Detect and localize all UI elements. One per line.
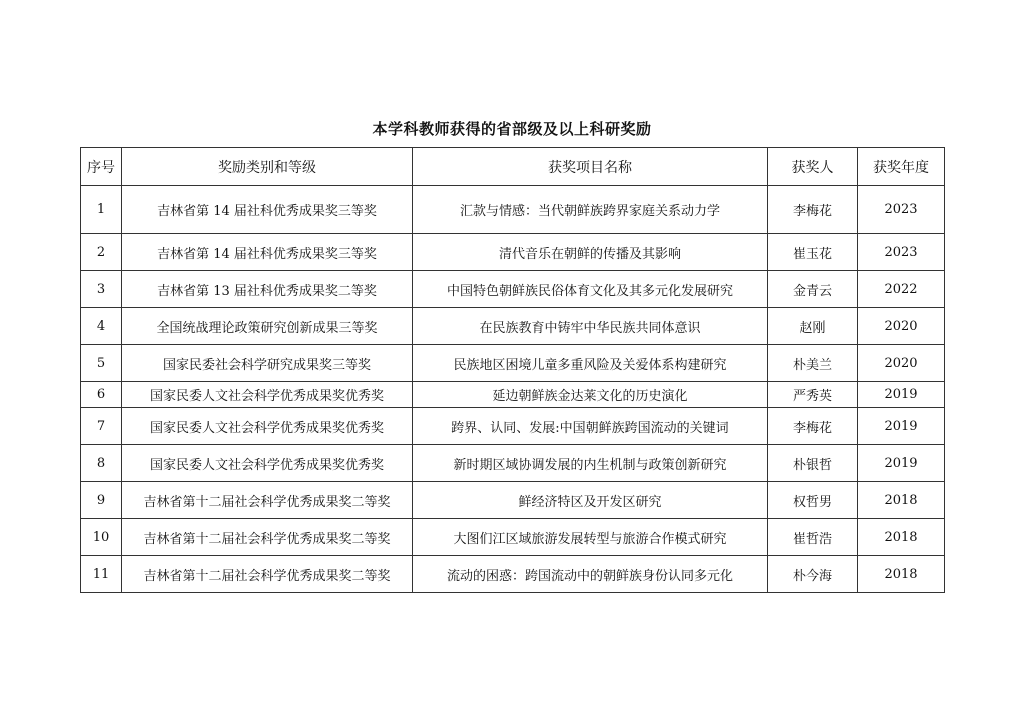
cell-award-year: 2019	[858, 408, 945, 445]
cell-award-year: 2018	[858, 519, 945, 556]
table-row	[81, 519, 945, 556]
table-row	[81, 345, 945, 382]
cell-serial-number: 4	[81, 308, 122, 345]
cell-serial-number: 11	[81, 556, 122, 593]
cell-serial-number: 9	[81, 482, 122, 519]
cell-award-category: 国家民委社会科学研究成果奖三等奖	[122, 345, 413, 382]
cell-winner: 朴今海	[768, 556, 858, 593]
cell-winner: 严秀英	[768, 382, 858, 408]
cell-winner: 李梅花	[768, 186, 858, 234]
cell-award-category: 国家民委人文社会科学优秀成果奖优秀奖	[122, 408, 413, 445]
table-row	[81, 382, 945, 408]
cell-award-category: 全国统战理论政策研究创新成果三等奖	[122, 308, 413, 345]
cell-award-year: 2020	[858, 345, 945, 382]
cell-winner: 崔玉花	[768, 234, 858, 271]
table-row	[81, 234, 945, 271]
cell-award-year: 2023	[858, 186, 945, 234]
cell-project-name: 大图们江区域旅游发展转型与旅游合作模式研究	[413, 519, 768, 556]
cell-winner: 权哲男	[768, 482, 858, 519]
cell-award-year: 2022	[858, 271, 945, 308]
table-row	[81, 556, 945, 593]
cell-award-category: 吉林省第 13 届社科优秀成果奖二等奖	[122, 271, 413, 308]
header-award-category: 奖励类别和等级	[122, 148, 413, 186]
cell-award-category: 吉林省第 14 届社科优秀成果奖三等奖	[122, 234, 413, 271]
document-title: 本学科教师获得的省部级及以上科研奖励	[372, 120, 652, 138]
cell-serial-number: 6	[81, 382, 122, 408]
cell-project-name: 清代音乐在朝鲜的传播及其影响	[413, 234, 768, 271]
table-row	[81, 186, 945, 234]
cell-award-category: 吉林省第 14 届社科优秀成果奖三等奖	[122, 186, 413, 234]
cell-winner: 赵刚	[768, 308, 858, 345]
cell-project-name: 在民族教育中铸牢中华民族共同体意识	[413, 308, 768, 345]
cell-serial-number: 8	[81, 445, 122, 482]
header-project-name: 获奖项目名称	[413, 148, 768, 186]
table-row	[81, 445, 945, 482]
cell-project-name: 民族地区困境儿童多重风险及关爱体系构建研究	[413, 345, 768, 382]
cell-serial-number: 7	[81, 408, 122, 445]
cell-project-name: 中国特色朝鲜族民俗体育文化及其多元化发展研究	[413, 271, 768, 308]
cell-award-category: 国家民委人文社会科学优秀成果奖优秀奖	[122, 382, 413, 408]
header-winner: 获奖人	[768, 148, 858, 186]
cell-project-name: 鲜经济特区及开发区研究	[413, 482, 768, 519]
cell-winner: 李梅花	[768, 408, 858, 445]
cell-award-year: 2018	[858, 556, 945, 593]
header-award-year: 获奖年度	[858, 148, 945, 186]
cell-award-category: 吉林省第十二届社会科学优秀成果奖二等奖	[122, 556, 413, 593]
table-row	[81, 482, 945, 519]
cell-winner: 朴银哲	[768, 445, 858, 482]
cell-award-year: 2023	[858, 234, 945, 271]
cell-serial-number: 5	[81, 345, 122, 382]
awards-table	[80, 147, 945, 593]
cell-winner: 崔哲浩	[768, 519, 858, 556]
cell-serial-number: 3	[81, 271, 122, 308]
cell-serial-number: 1	[81, 186, 122, 234]
cell-project-name: 汇款与情感：当代朝鲜族跨界家庭关系动力学	[413, 186, 768, 234]
header-serial-number: 序号	[81, 148, 122, 186]
cell-award-year: 2018	[858, 482, 945, 519]
cell-award-category: 吉林省第十二届社会科学优秀成果奖二等奖	[122, 482, 413, 519]
table-row	[81, 408, 945, 445]
cell-project-name: 流动的困惑：跨国流动中的朝鲜族身份认同多元化	[413, 556, 768, 593]
table-header-row	[81, 148, 945, 186]
cell-winner: 金青云	[768, 271, 858, 308]
cell-project-name: 跨界、认同、发展:中国朝鲜族跨国流动的关键词	[413, 408, 768, 445]
cell-award-category: 国家民委人文社会科学优秀成果奖优秀奖	[122, 445, 413, 482]
cell-award-category: 吉林省第十二届社会科学优秀成果奖二等奖	[122, 519, 413, 556]
table-row	[81, 308, 945, 345]
cell-award-year: 2020	[858, 308, 945, 345]
cell-project-name: 新时期区域协调发展的内生机制与政策创新研究	[413, 445, 768, 482]
table-row	[81, 271, 945, 308]
cell-award-year: 2019	[858, 382, 945, 408]
cell-serial-number: 2	[81, 234, 122, 271]
cell-award-year: 2019	[858, 445, 945, 482]
cell-serial-number: 10	[81, 519, 122, 556]
cell-winner: 朴美兰	[768, 345, 858, 382]
cell-project-name: 延边朝鲜族金达莱文化的历史演化	[413, 382, 768, 408]
